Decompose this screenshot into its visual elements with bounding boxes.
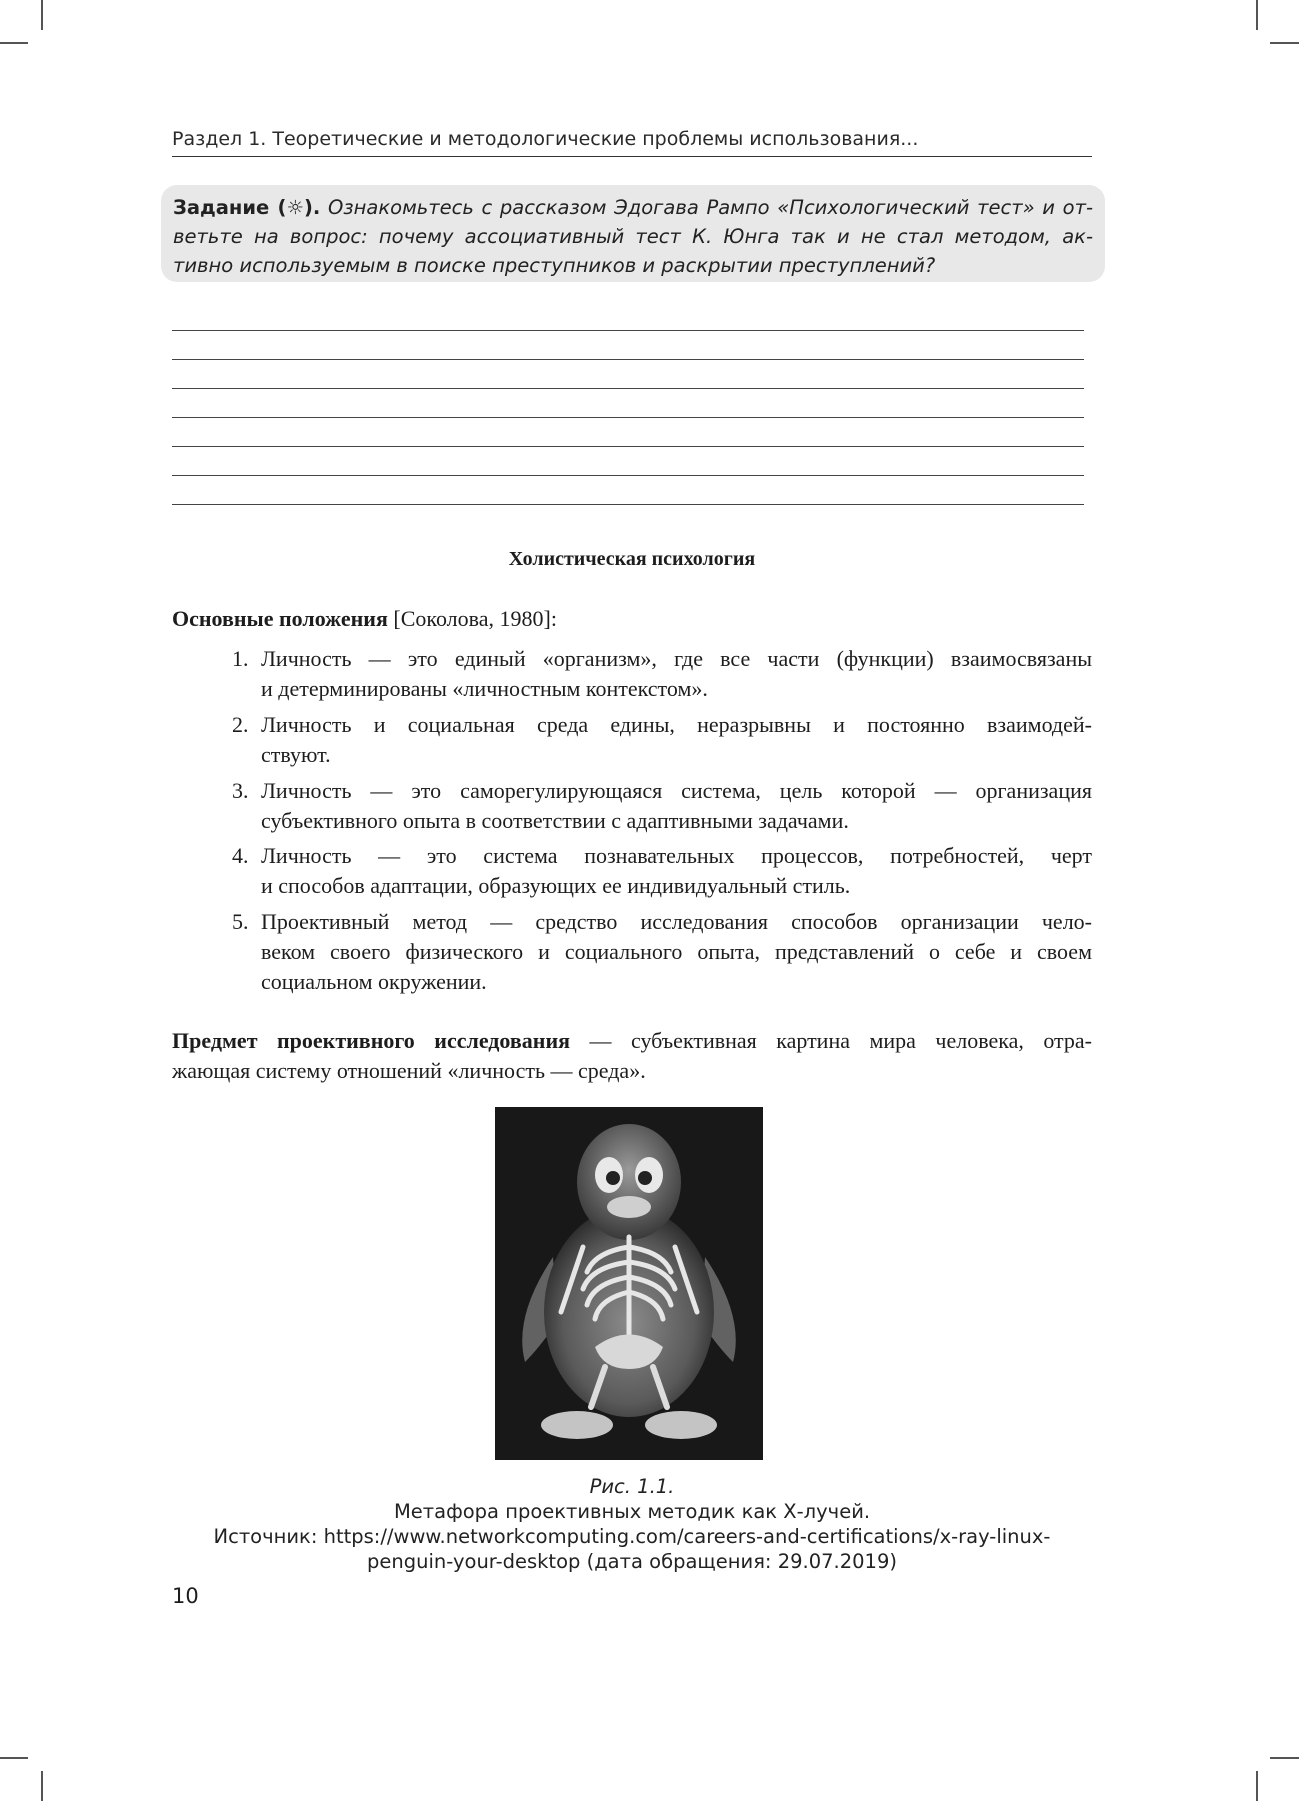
- task-line-2: [173, 222, 1093, 251]
- caption-title-line: [172, 1474, 1092, 1524]
- subject-bold: Предмет проективного исследования: [172, 1028, 571, 1053]
- subject-text-1: — субъективная картина мира человека, отра-: [570, 1028, 1092, 1053]
- section-title: Холистическая психология: [508, 548, 756, 570]
- list-item: [232, 644, 1092, 704]
- intro-bold: Основные положения: [172, 606, 388, 631]
- crop-mark: [0, 42, 28, 44]
- task-text-3: тивно используемым в поиске преступников и раскрытии преступлений?: [173, 254, 936, 277]
- crop-mark: [1270, 42, 1299, 44]
- xray-penguin-figure: [495, 1107, 763, 1460]
- list-line: и способов адаптации, образующих ее индивидуальный стиль.: [261, 873, 851, 898]
- list-number: 5.: [232, 909, 249, 934]
- list-line: Проективный метод — средство исследования способов организации чело-: [261, 909, 1092, 934]
- subject-paragraph: [172, 1026, 1092, 1086]
- list-line: социальном окружении.: [261, 969, 487, 994]
- list-number: 1.: [232, 646, 249, 671]
- xray-penguin-icon: [495, 1107, 763, 1460]
- list-line: веком своего физического и социального опыта, представлений о себе и своем: [261, 939, 1092, 964]
- crop-mark: [1256, 0, 1258, 30]
- figure-caption: [172, 1474, 1092, 1574]
- crop-mark: [1270, 1757, 1299, 1759]
- task-label: Задание (☼).: [173, 196, 321, 219]
- task-text-1: Ознакомьтесь с рассказом Эдогава Рампо «Психологический тест» и от-: [327, 196, 1093, 219]
- list-line: Личность и социальная среда едины, неразрывны и постоянно взаимодей-: [261, 712, 1092, 737]
- list-number: 3.: [232, 778, 249, 803]
- crop-mark: [41, 0, 43, 30]
- task-text-2: ветьте на вопрос: почему ассоциативный тест К. Юнга так и не стал методом, ак-: [173, 225, 1093, 248]
- list-number: 4.: [232, 843, 249, 868]
- running-header: Раздел 1. Теоретические и методологические проблемы использования...: [172, 128, 1092, 157]
- answer-line[interactable]: [172, 446, 1084, 447]
- list-line: Личность — это саморегулирующаяся система, цель которой — организация: [261, 778, 1092, 803]
- task-box: [161, 185, 1105, 282]
- list-item: [232, 907, 1092, 997]
- task-line-1: [173, 193, 1093, 222]
- list-line: ствуют.: [261, 742, 331, 767]
- caption-text: Метафора проективных методик как Х-лучей.: [393, 1500, 871, 1523]
- answer-line[interactable]: [172, 388, 1084, 389]
- intro-paragraph: [172, 604, 1092, 634]
- answer-line[interactable]: [172, 330, 1084, 331]
- list-line: и детерминированы «личностным контекстом».: [261, 676, 708, 701]
- list-line: Личность — это система познавательных процессов, потребностей, черт: [261, 843, 1092, 868]
- intro-citation: [Соколова, 1980]:: [387, 606, 557, 631]
- caption-source-2: penguin-your-desktop (дата обращения: 29.07.2019): [367, 1550, 897, 1573]
- caption-label: Рис. 1.1.: [589, 1475, 675, 1498]
- list-line: субъективного опыта в соответствии с адаптивными задачами.: [261, 808, 849, 833]
- list-line: Личность — это единый «организм», где все части (функции) взаимосвязаны: [261, 646, 1092, 671]
- answer-line[interactable]: [172, 475, 1084, 476]
- answer-line[interactable]: [172, 504, 1084, 505]
- crop-mark: [41, 1771, 43, 1801]
- list-item: [232, 710, 1092, 770]
- crop-mark: [1256, 1771, 1258, 1801]
- task-line-3: [173, 251, 1093, 280]
- caption-source-1: Источник: https://www.networkcomputing.com/careers-and-certifications/x-ray-linux-: [213, 1525, 1051, 1548]
- crop-mark: [0, 1757, 28, 1759]
- list-item: [232, 776, 1092, 836]
- answer-line[interactable]: [172, 359, 1084, 360]
- list-item: [232, 841, 1092, 901]
- subject-line-2: жающая систему отношений «личность — среда».: [172, 1058, 646, 1083]
- list-number: 2.: [232, 712, 249, 737]
- page-number: 10: [172, 1584, 199, 1608]
- subject-line-1: [172, 1026, 1092, 1056]
- answer-line[interactable]: [172, 417, 1084, 418]
